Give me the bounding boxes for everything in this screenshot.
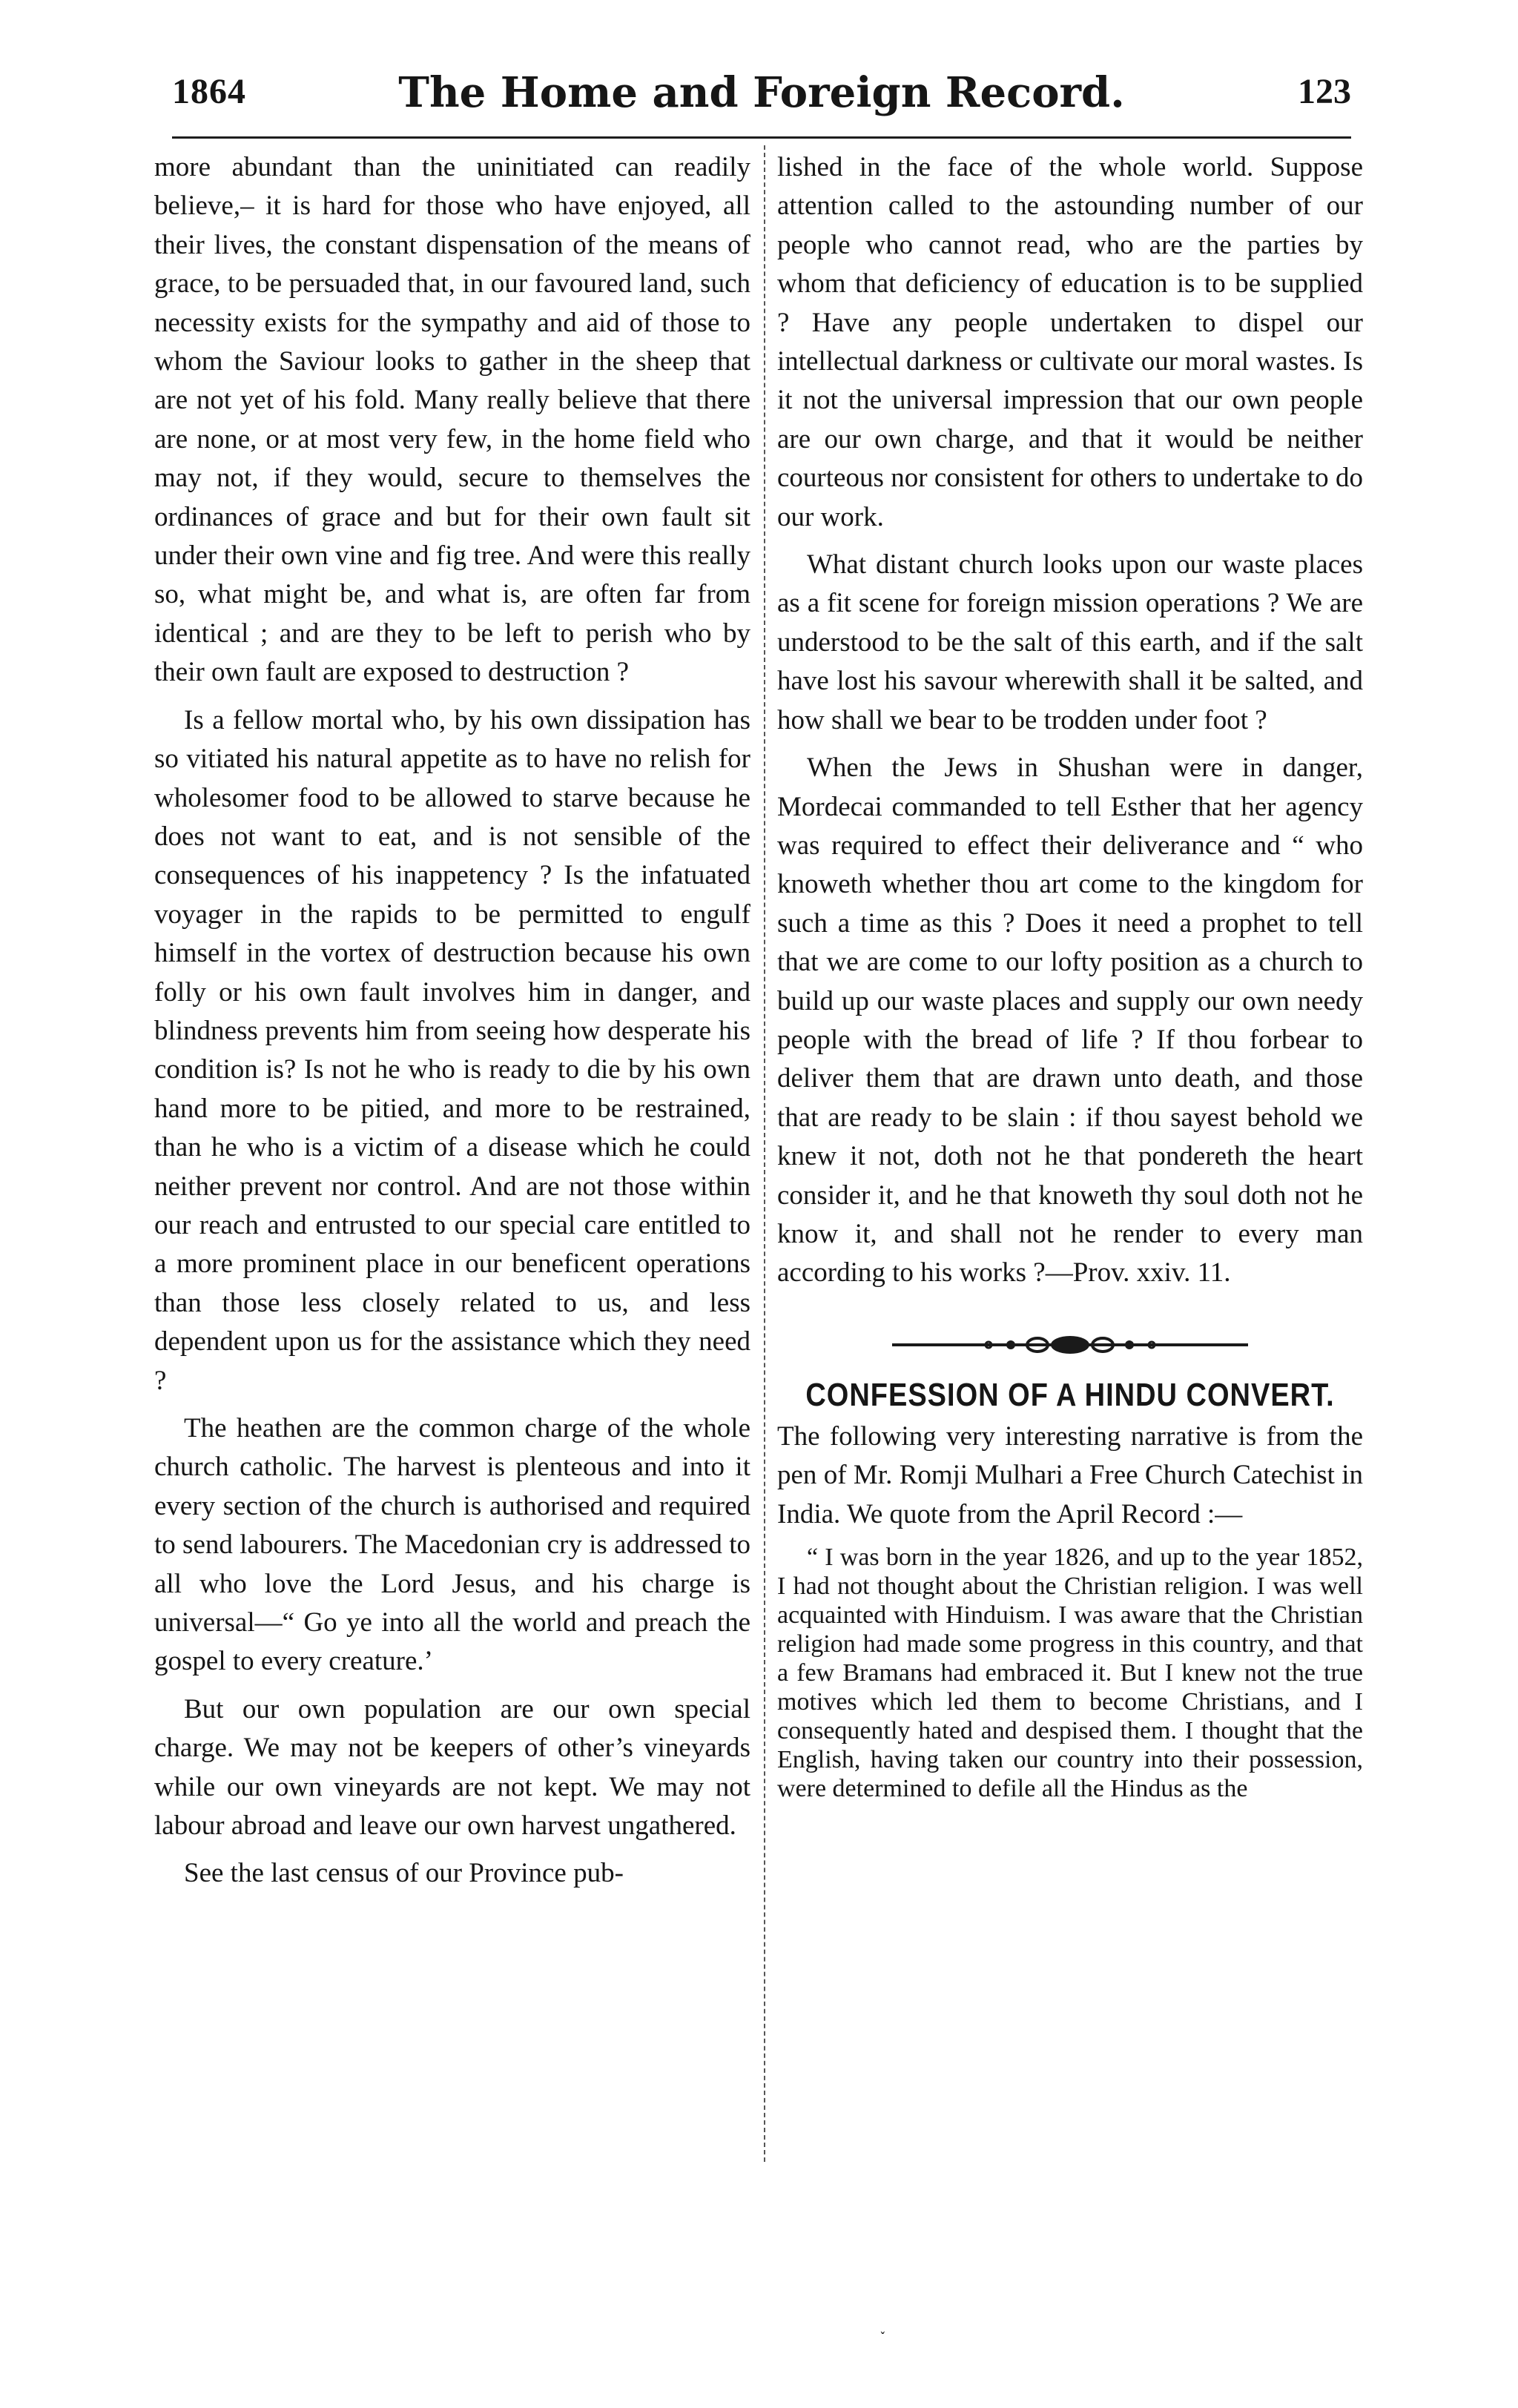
right-paragraph-1: lished in the face of the whole world. Suppose attention called to the astounding number of our people who cannot read, who are the parties by whom that deficiency of education is to be supplied ? Have any people undertaken to dispel our intellectual darkness or cultivate our moral wastes. Is it not the universal impression that our own people are our own charge, and that it would be neither courteous nor consistent for others to undertake to do our work. — [777, 152, 1363, 532]
right-column — [777, 148, 1363, 1803]
page-header — [172, 68, 1351, 138]
left-paragraph-1: more abundant than the uninitiated can readily believe,– it is hard for those who have enjoyed, all their lives, the constant dispensation of the means of grace, to be persuaded that, in our favoured land, such necessity exists for the sympathy and aid of those to whom the Saviour looks to gather in the sheep that are not yet of his fold. Many really believe that there are none, or at most very few, in the home field who may not, if they would, secure to themselves the ordinances of grace and but for their own fault sit under their own vine and fig tree. And were this really so, what might be, and what is, are often far from identical ; and are they to be left to perish who by their own fault are exposed to destruction ? — [154, 152, 750, 688]
section-quote: “ I was born in the year 1826, and up to the year 1852, I had not thought about the Christian religion. I was well acquainted with Hinduism. I was aware that the Christian religion had made some progress in this country, and that a few Bramans had embraced it. But I knew not the true motives which led them to become Christians, and I consequently hated and despised them. I thought that the English, having taken our country into their possession, were determined to defile all the Hindus as the — [777, 1544, 1363, 1802]
left-paragraph-2: Is a fellow mortal who, by his own dissipation has so vitiated his natural appetite as to have no relish for wholesomer food to be allowed to starve because he does not want to eat, and is not sensible of the consequences of his inappetency ? Is the infatuated voyager in the rapids to be permitted to engulf himself in the vortex of destruction because his own folly or his own fault involves him in danger, and blindness prevents him from seeing how desperate his condition is? Is not he who is ready to die by his own hand more to be pitied, and more to be restrained, than he who is a victim of a disease which he could neither prevent nor control. And are not those within our reach and entrusted to our special care entitled to a more prominent place in our beneficent operations than those less closely related to us, and less dependent upon us for the assistance which they need ? — [154, 704, 750, 1396]
header-page-number: 123 — [1298, 72, 1351, 111]
section-title: CONFESSION OF A HINDU CONVERT. — [805, 1377, 1335, 1413]
header-rule — [172, 136, 1351, 139]
footer-mark: ˯ — [880, 2313, 886, 2335]
column-divider — [764, 145, 765, 2162]
header-year: 1864 — [172, 72, 246, 111]
section-intro: The following very interesting narrative is from the pen of Mr. Romji Mulhari a Free Church Catechist in India. We quote from the April Record :— — [777, 1420, 1363, 1529]
header-title: The Home and Foreign Record. — [398, 68, 1125, 117]
left-paragraph-4: But our own population are our own special charge. We may not be keepers of other’s vineyards while our own vineyards are not kept. We may not labour abroad and leave our own harvest ungathered. — [154, 1693, 750, 1842]
right-paragraph-3: When the Jews in Shushan were in danger, Mordecai commanded to tell Esther that her agency was required to effect their deliverance and “ who knoweth whether thou art come to the kingdom for such a time as this ? Does it need a prophet to tell that we are come to our lofty position as a church to build up our waste places and supply our own needy people with the bread of life ? If thou forbear to deliver them that are drawn unto death, and those that are ready to be slain : if thou sayest behold we knew it not, doth not he that pondereth the heart consider it, and he that knoweth thy soul doth not he know it, and shall not he render to every man according to his works ?—Prov. xxiv. 11. — [777, 752, 1363, 1289]
ornament-divider — [892, 1332, 1248, 1358]
left-column — [154, 148, 750, 1893]
right-paragraph-2: What distant church looks upon our waste places as a fit scene for foreign mission operations ? We are understood to be the salt of this earth, and if the salt have lost his savour wherewith shall it be salted, and how shall we bear to be trodden under foot ? — [777, 549, 1363, 735]
left-paragraph-5: See the last census of our Province pub- — [184, 1858, 624, 1889]
left-paragraph-3: The heathen are the common charge of the whole church catholic. The harvest is plenteous and into it every section of the church is authorised and required to send labourers. The Macedonian cry is addressed to all who love the Lord Jesus, and his charge is universal—“ Go ye into all the world and preach the gospel to every creature.’ — [154, 1413, 750, 1677]
